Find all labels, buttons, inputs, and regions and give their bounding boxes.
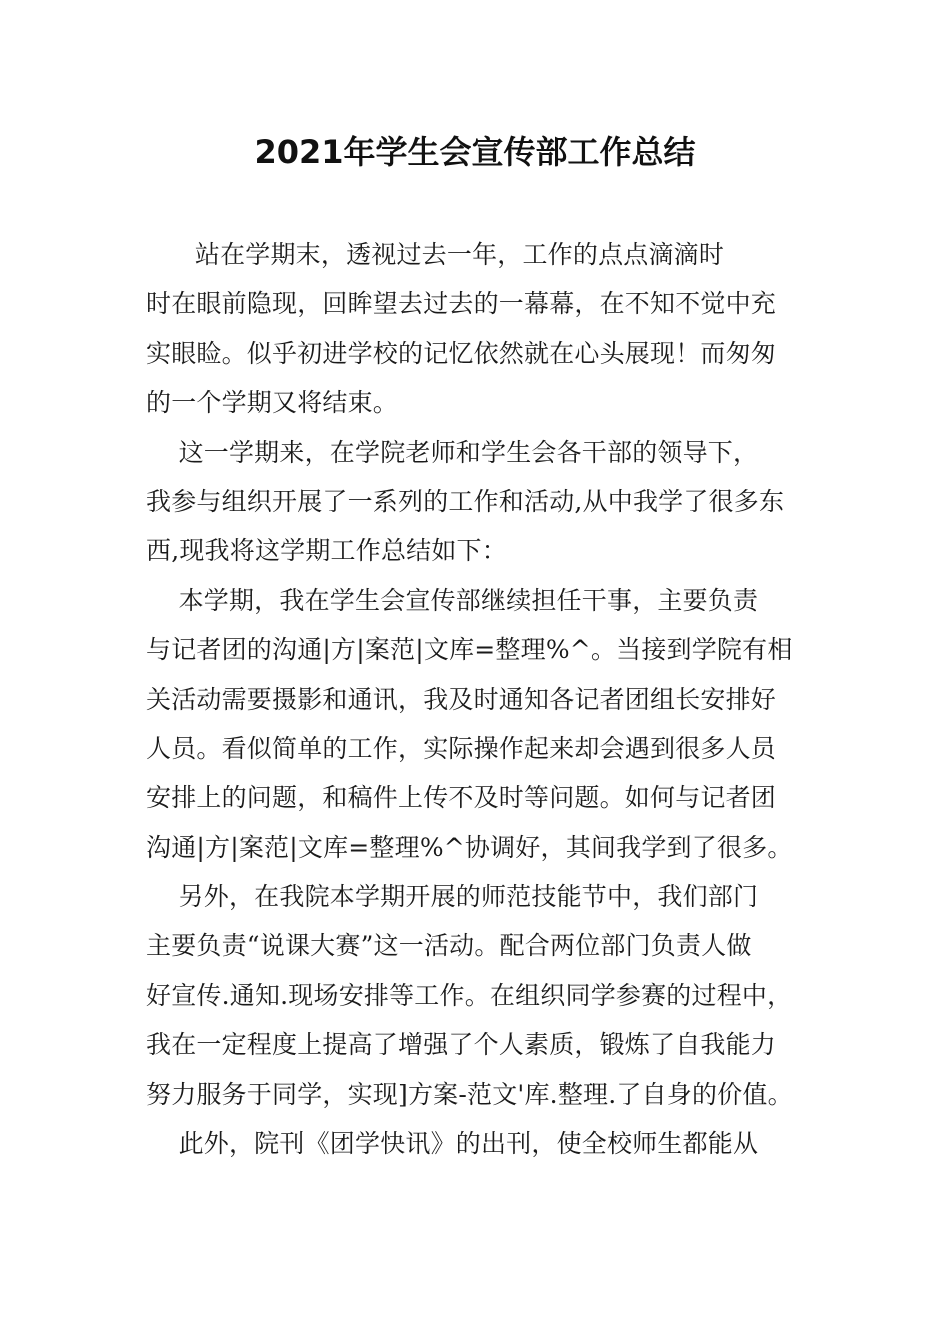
text-line: 站在学期末，透视过去一年，工作的点点滴滴时 (146, 240, 725, 269)
text-line: 沟通|方|案范|文库=整理%^协调好，其间我学到了很多。 (146, 832, 793, 862)
text-line: 与记者团的沟通|方|案范|文库=整理%^。当接到学院有相 (146, 635, 793, 665)
text-line: 我参与组织开展了一系列的工作和活动,从中我学了很多东 (146, 486, 785, 516)
text-line: 实眼睑。似乎初进学校的记忆依然就在心头展现！而匆匆 (146, 338, 777, 368)
text-line: 主要负责“说课大赛”这一活动。配合两位部门负责人做 (146, 931, 752, 961)
text-line: 本学期，我在学生会宣传部继续担任干事，主要负责 (146, 585, 759, 615)
document-title: 2021年学生会宣传部工作总结 (254, 133, 696, 171)
text-line: 安排上的问题，和稿件上传不及时等问题。如何与记者团 (146, 783, 777, 813)
text-line: 另外，在我院本学期开展的师范技能节中，我们部门 (146, 882, 759, 912)
text-line: 我在一定程度上提高了增强了个人素质，锻炼了自我能力 (146, 1030, 777, 1060)
document-body (146, 230, 816, 1168)
text-line: 这一学期来，在学院老师和学生会各干部的领导下， (146, 437, 759, 467)
text-line: 努力服务于同学，实现]方案-范文'库.整理.了自身的价值。 (146, 1079, 793, 1109)
text-line: 此外，院刊《团学快讯》的出刊，使全校师生都能从 (146, 1129, 759, 1159)
text-line: 关活动需要摄影和通讯，我及时通知各记者团组长安排好 (146, 684, 777, 714)
text-line: 好宣传.通知.现场安排等工作。在组织同学参赛的过程中， (146, 980, 793, 1010)
text-line: 西,现我将这学期工作总结如下： (146, 536, 507, 566)
text-line: 时在眼前隐现，回眸望去过去的一幕幕，在不知不觉中充 (146, 289, 777, 319)
text-line: 的一个学期又将结束。 (146, 388, 399, 418)
text-line: 人员。看似简单的工作，实际操作起来却会遇到很多人员 (146, 733, 777, 763)
